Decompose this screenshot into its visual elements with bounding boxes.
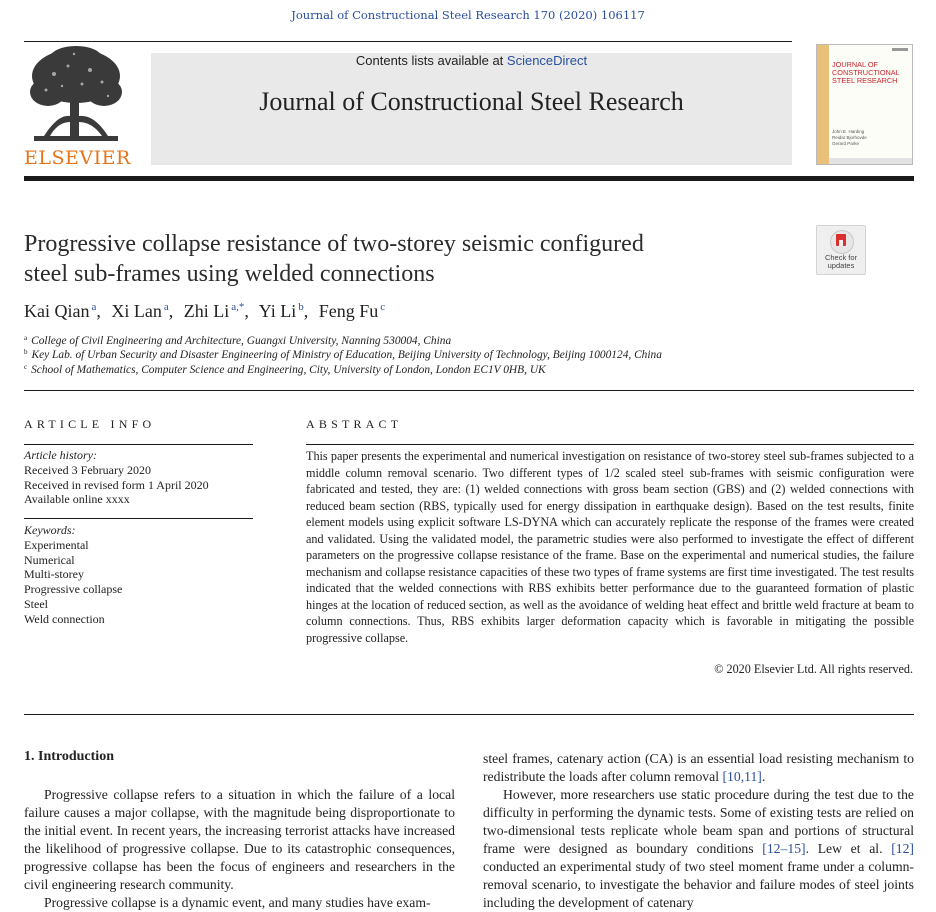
title-line: Progressive collapse resistance of two-storey seismic configured [24,231,644,257]
cover-editors [832,129,867,147]
affiliation [24,363,546,376]
paragraph-text: steel frames, catenary action (CA) is an essential load resisting mechanism to redistribute the loads after column removal [483,751,914,784]
online-date: Available online xxxx [24,492,130,507]
crossmark-label [817,254,865,270]
keyword: Progressive collapse [24,582,123,597]
masthead-top-rule [24,41,792,42]
sciencedirect-link[interactable]: ScienceDirect [506,53,588,68]
abstract-bottom-rule [24,714,914,715]
author-affiliation-mark[interactable]: a [91,301,97,313]
journal-citation[interactable]: Journal of Constructional Steel Research 170 (2020) 106117 [291,8,645,22]
abstract-rule [306,444,914,445]
journal-banner [151,53,792,165]
body-paragraph: steel frames, catenary action (CA) is an essential load resisting mechanism to redistribute the loads after column removal [10,11]. [483,751,914,784]
history-label: Article history: [24,448,97,462]
body-paragraph: Progressive collapse is a dynamic event, and many studies have exam- [44,895,431,910]
journal-cover-thumbnail[interactable] [816,44,913,165]
affiliation-mark: b [24,348,28,356]
article-title [24,229,764,289]
header-divider [24,390,914,391]
body-column-right [483,750,914,912]
abstract-heading: ABSTRACT [306,417,403,431]
cover-title: JOURNAL OF CONSTRUCTIONAL STEEL RESEARCH [832,60,900,85]
citation-link[interactable]: [10,11] [722,769,762,784]
keyword: Weld connection [24,611,105,626]
keyword: Experimental [24,537,89,552]
author-name[interactable]: Yi Li [258,301,297,321]
author-name[interactable]: Kai Qian [24,301,90,321]
author-affiliation-mark[interactable]: c [380,301,386,313]
citation-link[interactable]: [12–15] [762,841,806,856]
author-list: Kai Qian $^a$, Xi Lan $^a$, Zhi Li $^{a,*}$, Yi Li $^b$, Feng Fu $^c$ [24,301,386,321]
cover-footer [829,158,913,164]
cover-editor: John E. Harding [832,129,865,134]
crossmark-label-line: Check for [824,253,858,262]
affiliation-text: School of Mathematics, Computer Science and Engineering, City, University of London, London EC1V 0HB, UK [31,364,546,376]
bookmark-notch [839,240,843,246]
article-history [24,448,253,507]
paragraph-text: . Lew et al. [805,841,892,856]
author-name[interactable]: Zhi Li [183,301,230,321]
affiliation [24,334,451,347]
crossmark-label-line: updates [827,261,855,270]
paragraph-text: However, more researchers use static procedure during the test due to the difficulty in performing the dynamic tests. Some of existing tests are relied on two-dimensional tests replicate whole beam span and portions of structural frame were designed as boundary conditions [483,787,914,856]
journal-name[interactable]: Journal of Constructional Steel Research [259,87,684,116]
section-heading-introduction: 1. Introduction [24,749,114,764]
author-affiliation-mark[interactable]: a [163,301,169,313]
keywords-block [24,523,253,627]
info-rule [24,518,253,519]
abstract-text: This paper presents the experimental and numerical investigation on resistance of two-storey steel sub-frames subjected to a middle column removal scenario. Two different types of 1/2 scaled steel sub-frames with seismic configuration were fabricated and tested, they are: (1) welded connections with gross beam section (GBS) and (2) welded connections with reduced beam section (RBS, typically used for energy dissipation in earthquake design). Based on the test results, finite element models using explicit software LS-DYNA which can accurately replicate the response of the frames were created and validated. Using the validated model, the parametric studies were also performed to investigate the effect of different parameters on the progressive collapse resistance of the frame. Base on the experimental and numerical studies, the failure mechanism and collapse resistance capacities of these two types of frame systems are first time investigated. The test results indicated that the welded connections with RBS exhibits better performance due to the guaranteed formation of plastic hinges at the location of reduced section, as well as the avoidance of welding heat effect and brittle weld fracture at beam to column connections. Thus, RBS exhibits larger deformation capacity which is favorable in mitigating the possible progressive collapse. [306,449,914,645]
masthead-bottom-rule [24,176,914,181]
keywords-label: Keywords: [24,523,76,537]
received-date: Received 3 February 2020 [24,462,151,477]
citation-link[interactable]: [12] [891,841,914,856]
author-affiliation-mark[interactable]: b [298,301,304,313]
body-column-left [24,786,455,912]
check-for-updates-button[interactable] [816,225,866,275]
affiliation [24,348,662,361]
contents-prefix: Contents lists available at [355,53,507,68]
keyword: Multi-storey [24,567,84,582]
author-name[interactable]: Feng Fu [318,301,379,321]
revised-date: Received in revised form 1 April 2020 [24,477,209,492]
publisher-wordmark: ELSEVIER [24,147,131,169]
body-paragraph: Progressive collapse refers to a situation in which the failure of a local failure causes a major collapse, with the magnitude being disproportionate to the initial event. In recent years, the increasing terrorist attacks have increased the likelihood of progressive collapse. Due to its catastrophic consequences, progressive collapse has been the focus of engineers and researchers in the civil engineering research community. [24,787,455,892]
affiliation-text: Key Lab. of Urban Security and Disaster Engineering of Ministry of Education, Beijing University of Technology, Beijing 1000124, China [31,349,662,361]
author-name[interactable]: Xi Lan [111,301,162,321]
cover-issn-mark [892,48,908,51]
cover-editor: Reidar Bjorhovde [832,135,867,140]
affiliation-text: College of Civil Engineering and Architecture, Guangxi University, Nanning 530004, China [31,335,452,347]
affiliation-mark: a [24,334,28,342]
affiliation-mark: c [24,363,28,371]
paragraph-text: conducted an experimental study of two steel moment frame under a column-removal scenario, to investigate the behavior and failure modes of steel joints including the development of catenary [483,859,914,910]
keyword: Numerical [24,552,75,567]
cover-spine [817,45,829,165]
cover-editor: Gerard Parke [832,141,860,146]
body-paragraph [483,786,914,912]
contents-line [151,53,792,68]
copyright-notice: © 2020 Elsevier Ltd. All rights reserved. [714,662,913,676]
info-rule [24,444,253,445]
keyword: Steel [24,596,48,611]
author-affiliation-mark[interactable]: a,* [231,301,245,313]
title-line: steel sub-frames using welded connections [24,261,435,287]
article-info-heading: ARTICLE INFO [24,417,156,431]
